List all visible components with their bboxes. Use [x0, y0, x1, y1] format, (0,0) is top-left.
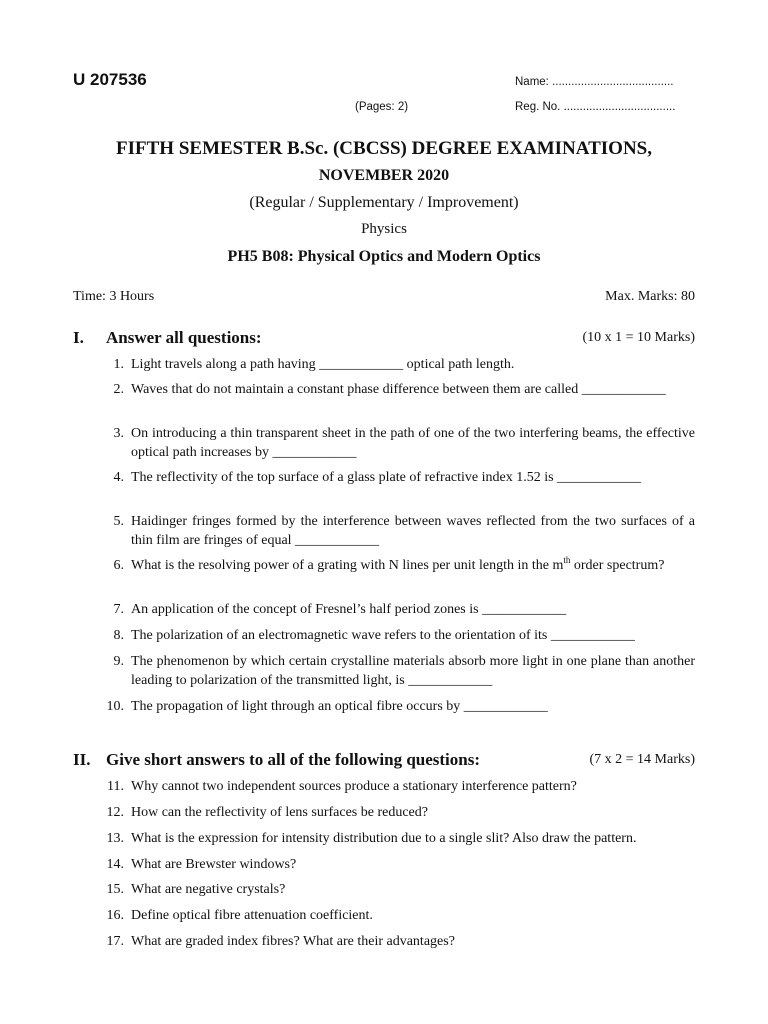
section-title: Give short answers to all of the following questions:: [106, 750, 480, 769]
question-text: Light travels along a path having ____________ optical path length.: [131, 357, 515, 372]
question-number: 15.: [106, 882, 124, 897]
question-number: 4.: [113, 470, 124, 485]
question-text: What are graded index fibres? What are their advantages?: [131, 934, 455, 949]
question-text: [131, 557, 695, 576]
exam-month: NOVEMBER 2020: [318, 167, 450, 184]
question-text: The phenomenon by which certain crystalline materials absorb more light in one plane than another leading to polarization of the transmitted light, is ____________: [131, 654, 695, 688]
question-text-part: order spectrum?: [570, 558, 665, 573]
question-number: 3.: [113, 426, 124, 441]
question-number: 16.: [106, 908, 124, 923]
section-number: I.: [73, 328, 84, 347]
section-title: Answer all questions:: [106, 328, 262, 347]
section-marks: (7 x 2 = 14 Marks): [589, 752, 695, 767]
section-marks: (10 x 1 = 10 Marks): [582, 330, 695, 345]
question: [100, 804, 695, 823]
question: [100, 381, 695, 400]
question-text: Why cannot two independent sources produce a stationary interference pattern?: [131, 779, 577, 794]
max-marks: Max. Marks: 80: [605, 289, 695, 304]
question-text: The polarization of an electromagnetic wave refers to the orientation of its ____________: [131, 628, 635, 643]
question: [100, 356, 695, 375]
question-text: What are Brewster windows?: [131, 857, 297, 872]
question-number: 17.: [106, 934, 124, 949]
question: [100, 778, 695, 797]
question-text: An application of the concept of Fresnel’s half period zones is ____________: [131, 602, 567, 617]
question-text: What are negative crystals?: [131, 882, 286, 897]
question-number: 2.: [113, 382, 124, 397]
question-number: 11.: [107, 779, 124, 794]
question-number: 14.: [106, 857, 124, 872]
question: [100, 601, 695, 620]
question-number: 5.: [113, 514, 124, 529]
question-text: How can the reflectivity of lens surfaces be reduced?: [131, 805, 428, 820]
question: [100, 698, 695, 717]
question-text: Haidinger fringes formed by the interference between waves reflected from the two surfaces of a thin film are fringes of equal ____________: [131, 514, 695, 548]
question-number: 8.: [113, 628, 124, 643]
question-text: On introducing a thin transparent sheet in the path of one of the two interfering beams, the effective optical path increases by ____________: [131, 426, 695, 460]
exam-type: (Regular / Supplementary / Improvement): [249, 194, 519, 211]
question-number: 7.: [113, 602, 124, 617]
exam-title: FIFTH SEMESTER B.Sc. (CBCSS) DEGREE EXAMINATIONS,: [116, 138, 652, 159]
question-text-part: What is the resolving power of a grating with N lines per unit length in the m: [131, 558, 564, 573]
question: [100, 907, 695, 926]
superscript: th: [563, 555, 571, 565]
regno-field-label: Reg. No. ...................................: [515, 101, 676, 113]
question-text: Define optical fibre attenuation coefficient.: [131, 908, 373, 923]
time-allowed: Time: 3 Hours: [73, 289, 155, 304]
question-number: 6.: [113, 558, 124, 573]
question-number: 10.: [106, 699, 124, 714]
question-number: 1.: [113, 357, 124, 372]
pages-count: (Pages: 2): [355, 101, 409, 113]
question-text: The reflectivity of the top surface of a glass plate of refractive index 1.52 is ____________: [131, 470, 642, 485]
question: [100, 653, 695, 690]
paper-title: PH5 B08: Physical Optics and Modern Optics: [227, 248, 541, 265]
question: [100, 933, 695, 952]
question: [100, 830, 695, 849]
question-text: What is the expression for intensity distribution due to a single slit? Also draw the pattern.: [131, 831, 637, 846]
question-text: Waves that do not maintain a constant phase difference between them are called ____________: [131, 382, 666, 397]
section-number: II.: [73, 750, 91, 769]
question: [100, 513, 695, 550]
name-field-label: Name: ......................................: [515, 76, 674, 88]
question-number: 9.: [113, 654, 124, 669]
question: [100, 881, 695, 900]
question-number: 13.: [106, 831, 124, 846]
subject: Physics: [361, 221, 407, 237]
question-text: The propagation of light through an optical fibre occurs by ____________: [131, 699, 548, 714]
exam-code: U 207536: [73, 70, 147, 89]
question: [100, 469, 695, 488]
question: [100, 856, 695, 875]
question: [100, 425, 695, 462]
question-number: 12.: [106, 805, 124, 820]
question: [100, 557, 695, 576]
question: [100, 627, 695, 646]
